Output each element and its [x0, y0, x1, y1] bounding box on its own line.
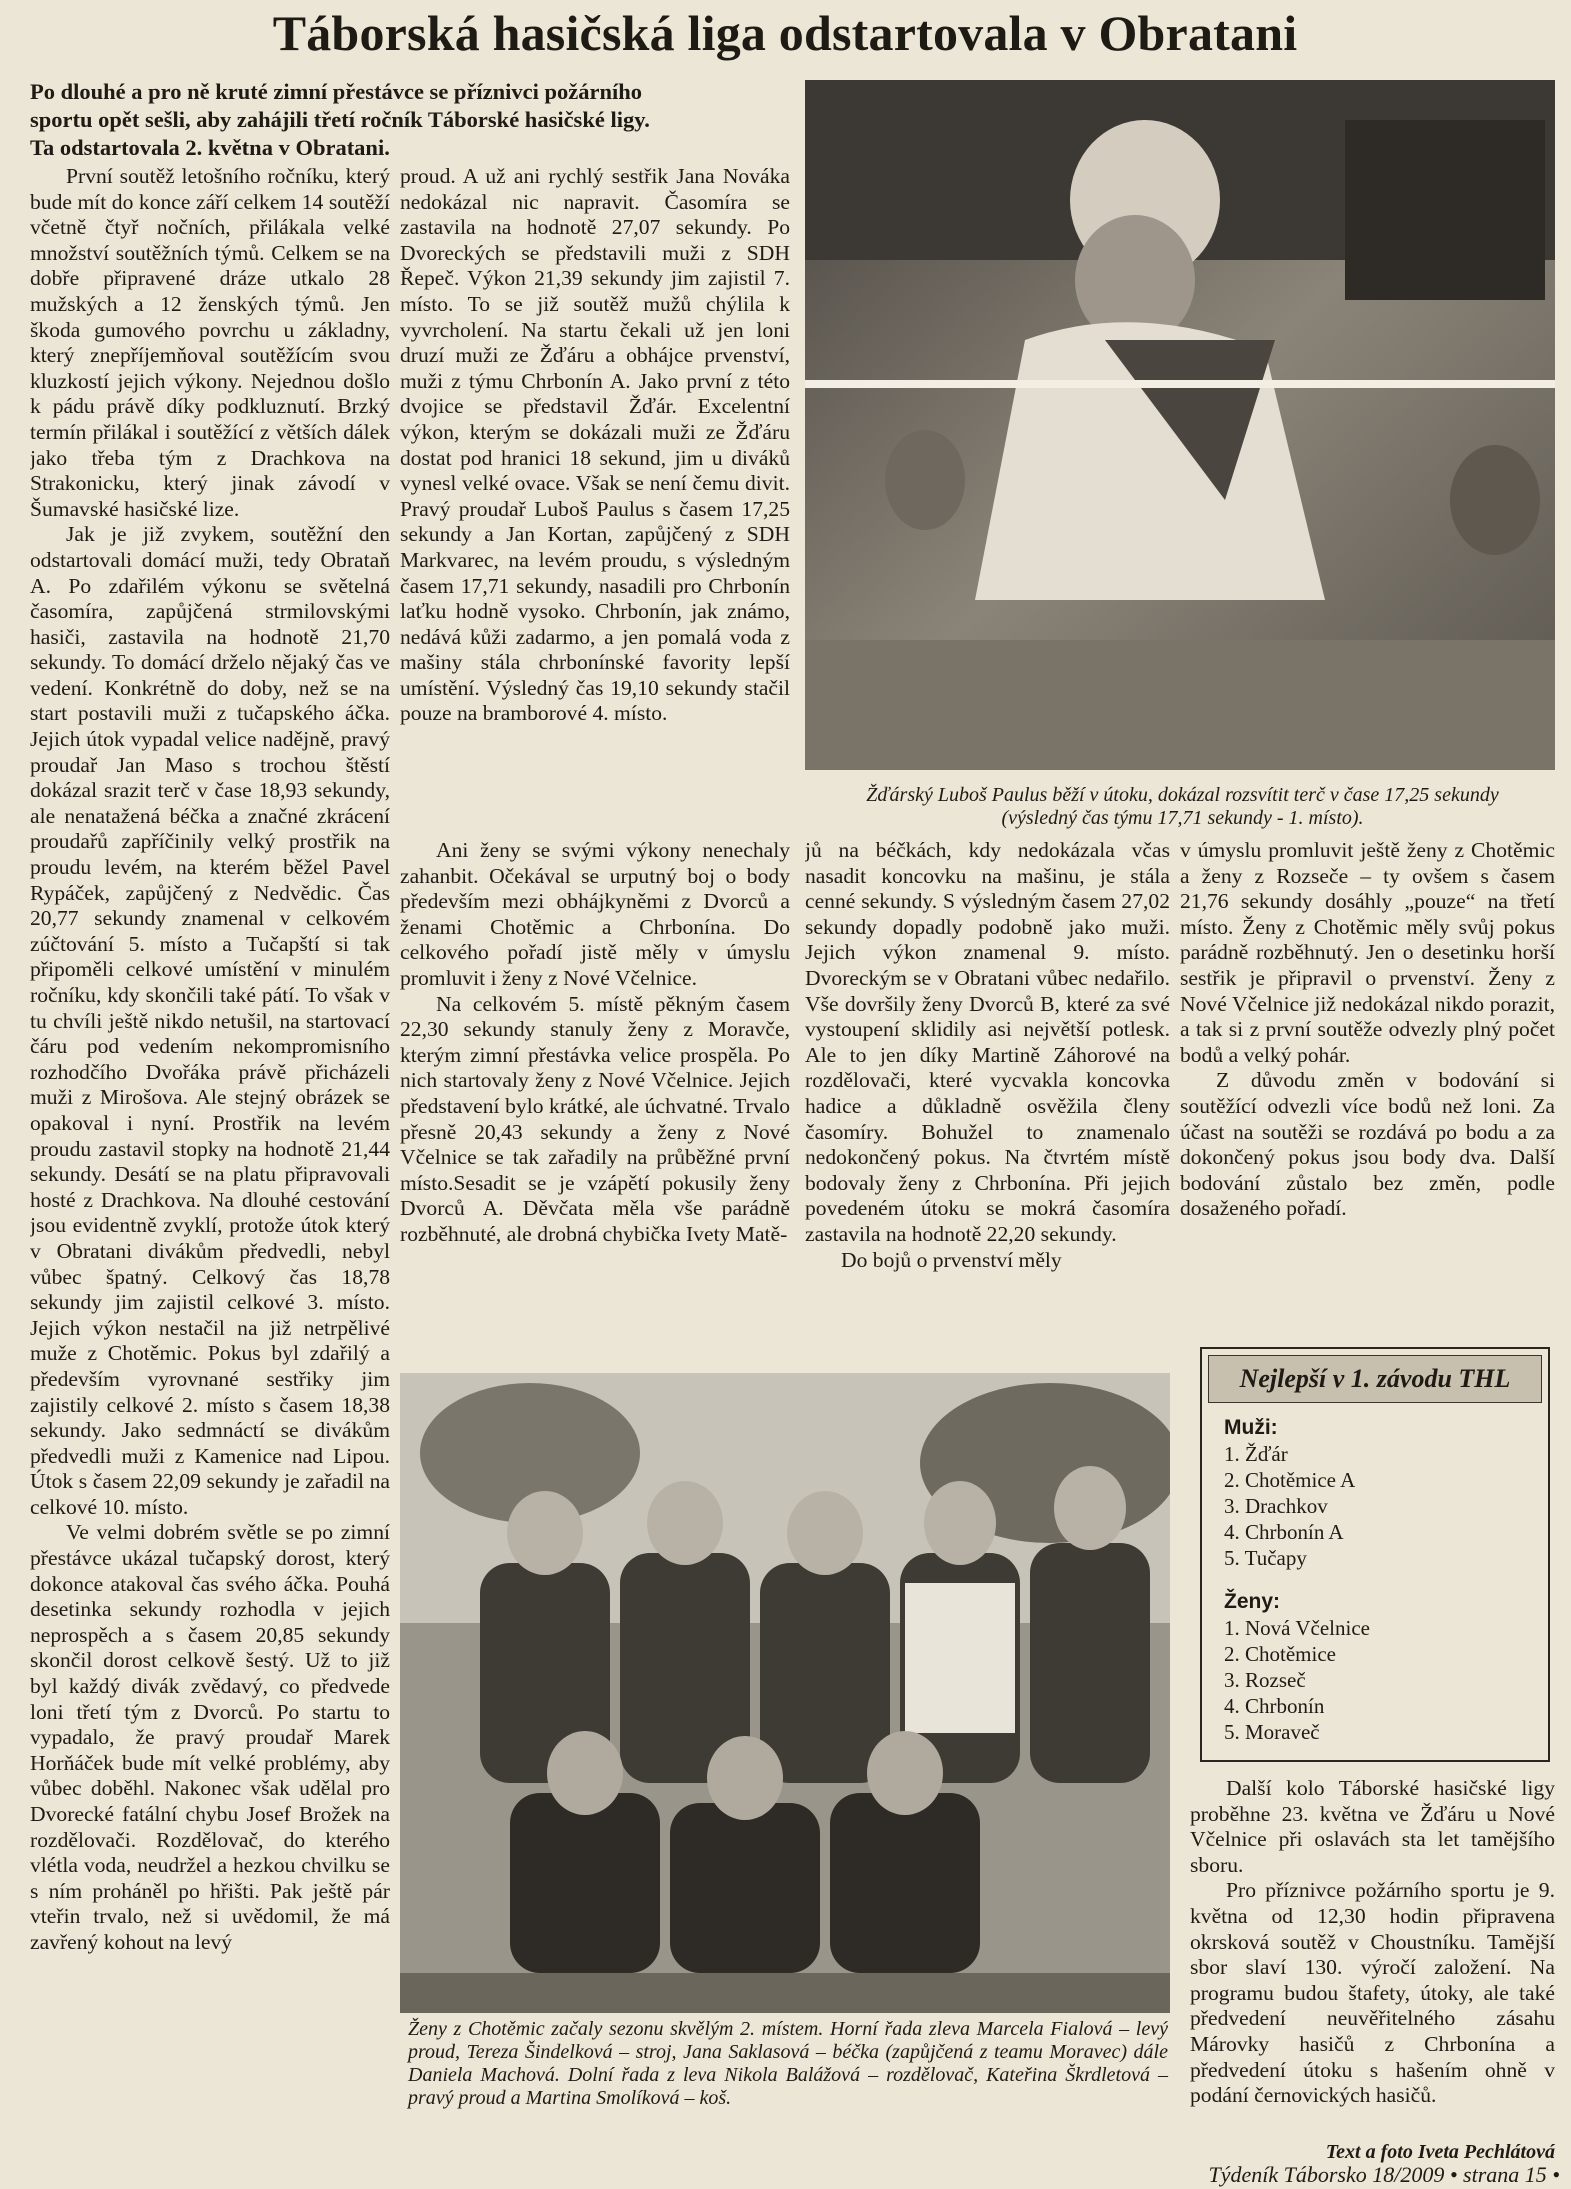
lead-line: Po dlouhé a pro ně kruté zimní přestávce se příznivci požárního [30, 79, 643, 104]
result-item: 3. Drachkov [1224, 1494, 1328, 1518]
paragraph: proud. A už ani rychlý sestřik Jana Nováka nedokázal nic napravit. Časomíra se zastavila na hodnotě 27,07 sekundy. Po Dvoreckých se představili muži z SDH Řepeč. Výkon 21,39 sekundy jim zajistil 7. místo. To se již soutěž mužů chýlila k vyvrcholení. Na startu čekali už jen loni druzí muži ze Žďáru a obhájce prvenství, muži z týmu Chrbonín A. Jako první z této dvojice se představil Žďár. Excelentní výkon, kterým se dokázali muži ze Žďáru dostat pod hranici 18 sekund, jim u diváků vynesl velké ovace. Však se není čemu divit. Pravý proudař Luboš Paulus s časem 17,25 sekundy a Jan Kortan, zapůjčený z SDH Markvarec, na levém proudu, s výsledným časem 17,71 sekundy, nasadili pro Chrbonín laťku hodně vysoko. Chrbonín, jak známo, nedává kůži zadarmo, a jen pomalá voda z mašiny stála chrbonínské favority lepší umístění. Výsledný čas 19,10 sekundy stačil pouze na bramborové 4. místo. [400, 164, 790, 726]
spacer [1224, 1571, 1548, 1589]
photo-runner [805, 80, 1555, 770]
paragraph: Pro příznivce požárního sportu je 9. května od 12,30 hodin připravena okrsková soutěž v Choustníku. Tamější sbor slaví 130. výročí založení. Na programu budou štafety, útoky, ale také předvedení neuvěřitelného zásahu Márovky hasičů z Chrbonína a předvedení útoku s hašením ohně v podání černovických hasičů. [1190, 1878, 1555, 2108]
text-column-4 [1180, 838, 1555, 1333]
lead-line: Ta odstartovala 2. května v Obratani. [30, 135, 390, 160]
team-photo-image [400, 1373, 1170, 2013]
result-item: 1. Nová Včelnice [1224, 1616, 1370, 1640]
result-item: 2. Chotěmice [1224, 1642, 1336, 1666]
result-item: 5. Moraveč [1224, 1720, 1320, 1744]
text-column-2 [400, 164, 790, 829]
photo-team [400, 1373, 1170, 2013]
results-box-title: Nejlepší v 1. závodu THL [1208, 1355, 1542, 1403]
paragraph: Další kolo Táborské hasičské ligy proběhne 23. května ve Žďáru u Nové Včelnice při oslavách sta let tamějšího sboru. [1190, 1776, 1555, 1877]
paragraph: Ve velmi dobrém světle se po zimní přestávce ukázal tučapský dorost, který dokonce atakoval čas svého áčka. Pouhá desetinka sekundy rozhodla v jejich neprospěch a s časem 20,85 sekundy skončil dorost celkově šestý. Už to již byl každý divák zvědavý, co předvede loni třetí tým z Dvorců. Po startu to vypadalo, že pravý proudař Marek Horňáček bude mít velké problémy, aby vůbec doběhl. Nakonec však udělal pro Dvorecké fatální chybu Josef Brožek na rozdělovači. Rozdělovač, do kterého vlétla voda, neudržel a hezkou chvilku se s ním proháněl po hřišti. Pak ještě pár vteřin trvalo, než si uvědomil, že má zavřený kohout na levý [30, 1520, 390, 1954]
results-list [1224, 1415, 1548, 1745]
caption-line: Žďárský Luboš Paulus běží v útoku, dokázal rozsvítit terč v čase 17,25 sekundy [866, 784, 1499, 806]
paragraph: jů na béčkách, kdy nedokázala včas nasadit koncovku na mašinu, je stála cenné sekundy. S výsledným časem 27,02 sekundy dopadly podobně jako muži. Jejich výkon znamenal 9. místo. Dvoreckým se v Obratani vůbec nedařilo. Vše dovršily ženy Dvorců B, které za své vystoupení sklidily asi největší potlesk. Ale to jen díky Martině Záhorové na rozdělovači, které vycvakla koncovka hadice a důkladně osvěžila členy časomíry. Bohužel to znamenalo nedokončený pokus. Na čtvrtém místě bodovaly ženy z Chrbonína. Při jejich povedeném útoku se mokrá časomíra zastavila na hodnotě 22,20 sekundy. [805, 838, 1170, 1246]
headline: Táborská hasičská liga odstartovala v Obratani [272, 5, 1298, 61]
runner-photo-image [805, 80, 1555, 770]
paragraph: Ani ženy se svými výkony nenechaly zahanbit. Očekával se urputný boj o body především mezi obhájkyněmi z Dvorců a ženami Chotěmic a Chrbonína. Do celkového pořadí jistě měly v úmyslu promluvit i ženy z Nové Včelnice. [400, 838, 790, 990]
women-header: Ženy: [1224, 1590, 1281, 1613]
result-item: 3. Rozseč [1224, 1668, 1306, 1692]
photo-caption-team: Ženy z Chotěmic začaly sezonu skvělým 2. místem. Horní řada zleva Marcela Fialová – levý proud, Tereza Šindelková – stroj, Jana Saklasová – béčka (zapůjčená z teamu Moravec) dále Daniela Machová. Dolní řada z leva Nikola Balážová – rozdělovač, Kateřina Škrdletová – pravý proud a Martina Smolíková – koš. [408, 2018, 1168, 2109]
paragraph: Do bojů o prvenství měly [841, 1247, 1062, 1272]
page-footer: Týdeník Táborsko 18/2009 • strana 15 • [1208, 2162, 1560, 2187]
caption-line: (výsledný čas týmu 17,71 sekundy - 1. místo). [1001, 807, 1364, 829]
article-lead [30, 78, 790, 162]
men-header: Muži: [1224, 1416, 1278, 1439]
paragraph: První soutěž letošního ročníku, který bude mít do konce září celkem 14 soutěží včetně čtyř nočních, přilákala velké množství soutěžních týmů. Celkem se na dobře připravené dráze utkalo 28 mužských a 12 ženských týmů. Jen škoda gumového povrchu u základny, který znepříjemňoval soutěžícím svou kluzkostí jejich výkony. Nejednou došlo k pádu právě díky podkluznutí. Brzký termín přilákal i soutěžící z větších dálek jako třeba tým z Drachkova na Strakonicku, který jinak závodí v Šumavské hasičské lize. [30, 164, 390, 521]
text-column-3 [805, 838, 1170, 1368]
results-box [1200, 1347, 1550, 1762]
result-item: 1. Žďár [1224, 1442, 1288, 1466]
lead-line: sportu opět sešli, aby zahájili třetí ročník Táborské hasičské ligy. [30, 107, 650, 132]
result-item: 4. Chrbonín [1224, 1694, 1325, 1718]
photo-credit: Text a foto Iveta Pechlátová [1325, 2141, 1555, 2163]
text-column-4-lower [1190, 1776, 1555, 2171]
paragraph: v úmyslu promluvit ještě ženy z Chotěmic a ženy z Rozseče – ty ovšem s časem 21,76 sekundy dosáhly „pouze“ na třetí místo. Ženy z Chotěmic měly svůj pokus parádně rozběhnutý. Jen o desetinku horší sestřik je připravil o prvenství. Ženy z Nové Včelnice již nedokázal nikdo porazit, a tak si z první soutěže odvezly plný počet bodů a velký pohár. [1180, 838, 1555, 1067]
paragraph: Na celkovém 5. místě pěkným časem 22,30 sekundy stanuly ženy z Moravče, kterým zimní přestávka velice prospěla. Po nich startovaly ženy z Nové Včelnice. Jejich představení bylo krátké, ale úchvatné. Trvalo přesně 20,43 sekundy a ženy z Nové Včelnice se tak zařadily na průběžné první místo.Sesadit se je vzápětí pokusily ženy Dvorců A. Děvčata měla vše parádně rozběhnuté, ale drobná chybička Ivety Matě- [400, 991, 790, 1246]
paragraph: Jak je již zvykem, soutěžní den odstartovali domácí muži, tedy Obrataň A. Po zdařilém výkonu se světelná časomíra, zapůjčená strmilovskými hasiči, zastavila na hodnotě 21,70 sekundy. To domácí drželo nějaký čas ve vedení. Konkrétně do doby, než se na start postavili muži z tučapského áčka. Jejich útok vypadal velice nadějně, pravý proudař Jan Maso s trochou štěstí dokázal srazit terč v čase 18,93 sekundy, ale nenatažená béčka a značné zkrácení proudařů zapříčinily velký prostřik na proudu levém, na kterém běžel Pavel Rypáček, zapůjčený z Nedvědic. Čas 20,77 sekundy znamenal v celkovém zúčtování 5. místo a Tučapští si tak připoměli celkové umístění v minulém ročníku, kdy skončili také pátí. To však v tu chvíli ještě nikdo netušil, na startovací čáru pod vedením nekompromisního rozhodčího Dvořáka právě přicházeli muži z Mirošova. Ale stejný obrázek se opakoval i nyní. Prostřik na levém proudu zastavil stopky na hodnotě 21,44 sekundy. Desátí se na platu připravovali hosté z Drachkova. Na dlouhé cestování jsou evidentně zvyklí, protože útok který v Obratani divákům předvedli, nebyl vůbec špatný. Celkový čas 18,78 sekundy jim zajistil celkové 3. místo. Jejich výkon nestačil na již netrpělivé muže z Chotěmic. Pokus byl zdařilý a především vyrovnané sestřiky jim zajistily celkové 2. místo s časem 18,38 sekundy. Jako sedmnáctí se divákům předvedli muži z Kamenice nad Lipou. Útok s časem 22,09 sekundy je zařadil na celkové 10. místo. [30, 522, 390, 1519]
result-item: 2. Chotěmice A [1224, 1468, 1356, 1492]
photo-caption-runner [805, 784, 1560, 830]
result-item: 4. Chrbonín A [1224, 1520, 1344, 1544]
text-column-2-lower [400, 838, 790, 1368]
text-column-1 [30, 164, 390, 2174]
result-item: 5. Tučapy [1224, 1546, 1307, 1570]
paragraph: Z důvodu změn v bodování si soutěžící odvezli více bodů než loni. Za účast na soutěži se rozdává po bodu a za dokončený pokus jsou body dva. Další bodování zůstalo bez změn, podle dosaženého pořadí. [1180, 1068, 1555, 1221]
